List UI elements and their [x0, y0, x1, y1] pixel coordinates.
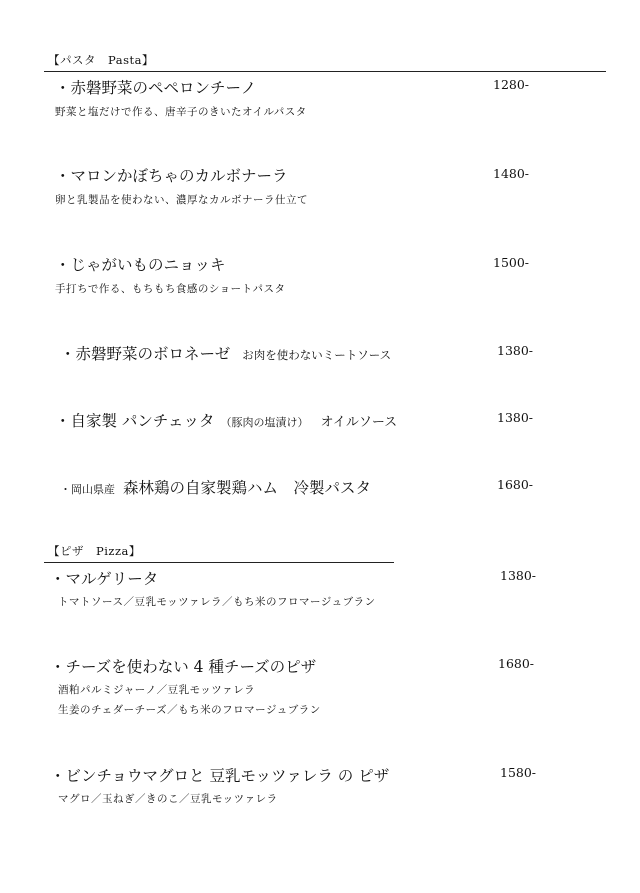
pizza-item-desc: トマトソース／豆乳モッツァレラ／もち米のフロマージュブラン: [58, 596, 376, 608]
pizza-item-name: ・マルゲリータ: [50, 570, 159, 588]
pasta-section-rule: [44, 71, 606, 72]
pasta-item-name: ・じゃがいものニョッキ: [55, 256, 226, 274]
pasta-item-name-post: オイルソース: [320, 415, 398, 430]
pasta-item-name: ・マロンかぼちゃのカルボナーラ: [55, 167, 288, 185]
pasta-item-name-main: ・自家製 パンチェッタ: [55, 412, 215, 430]
pizza-item-desc: 酒粕パルミジャーノ／豆乳モッツァレラ: [58, 684, 256, 696]
pasta-item-price: 1380-: [497, 343, 534, 358]
pasta-item-name-small: ・岡山県産: [60, 483, 115, 496]
pasta-item-price: 1280-: [493, 77, 530, 92]
pizza-item-desc: マグロ／玉ねぎ／きのこ／豆乳モッツァレラ: [58, 793, 278, 805]
pasta-item-price: 1480-: [493, 166, 530, 181]
pasta-item-desc: 手打ちで作る、もちもち食感のショートパスタ: [55, 283, 286, 295]
pizza-item-price: 1380-: [500, 568, 537, 583]
pasta-item-name: [60, 476, 371, 498]
pasta-item-price: 1680-: [497, 477, 534, 492]
pasta-item-price: 1380-: [497, 410, 534, 425]
pizza-section-title: 【ピザ Pizza】: [48, 544, 141, 558]
pasta-item-price: 1500-: [493, 255, 530, 270]
pizza-item-price: 1580-: [500, 765, 537, 780]
pizza-item-desc: 生姜のチェダーチーズ／もち米のフロマージュブラン: [58, 704, 321, 716]
pizza-item-name: ・チーズを使わない 4 種チーズのピザ: [50, 658, 317, 676]
pasta-item-name: ・赤磐野菜のペペロンチーノ: [55, 79, 257, 97]
pizza-item-name: ・ビンチョウマグロと 豆乳モッツァレラ の ピザ: [50, 767, 390, 785]
pasta-item-desc: 卵と乳製品を使わない、濃厚なカルボナーラ仕立て: [55, 194, 308, 206]
pasta-item-name-main: 森林鶏の自家製鶏ハム 冷製パスタ: [123, 479, 372, 497]
pasta-item-desc: 野菜と塩だけで作る、唐辛子のきいたオイルパスタ: [55, 106, 307, 118]
pasta-item-name: [55, 409, 397, 431]
pasta-item-note: お肉を使わないミートソース: [242, 348, 392, 362]
pasta-section-title: 【パスタ Pasta】: [48, 53, 154, 67]
pasta-item-name-main: ・赤磐野菜のボロネーゼ: [60, 345, 231, 363]
pizza-item-price: 1680-: [498, 656, 535, 671]
pasta-item-name-small: （豚肉の塩漬け）: [220, 416, 309, 429]
pasta-item-name: [60, 342, 391, 364]
pizza-section-rule: [44, 562, 394, 563]
